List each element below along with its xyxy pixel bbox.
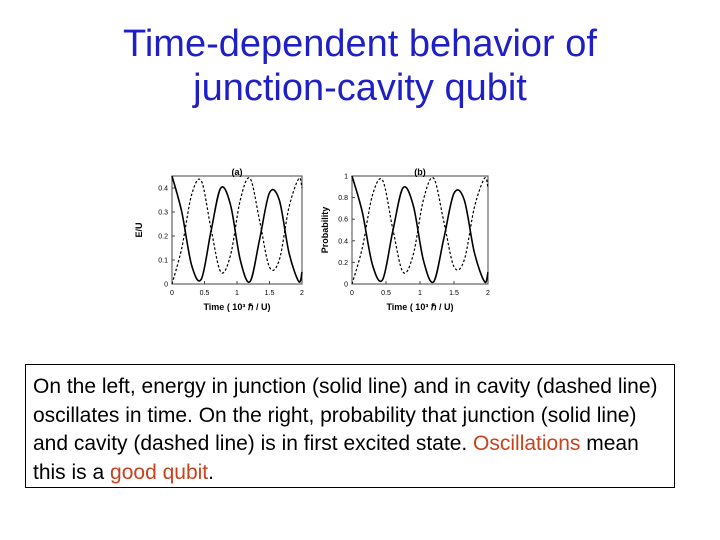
x-axis-label-b: Time ( 10³ ℏ / U) [386, 302, 454, 312]
series-line-solid-a [172, 176, 302, 282]
y-tick-label-b: 0.6 [338, 216, 348, 224]
plot-frame-a [172, 176, 302, 284]
caption-highlight-good-qubit: good qubit [110, 460, 209, 484]
y-tick-label-a: 0 [164, 281, 168, 289]
y-tick-label-a: 0.1 [158, 257, 168, 265]
x-tick-label-a: 2 [300, 290, 304, 297]
y-tick-label-b: 0 [344, 281, 348, 289]
x-tick-label-b: 0 [350, 290, 354, 297]
caption-text-3: . [208, 460, 214, 484]
slide-title [0, 22, 720, 110]
x-tick-label-a: 1.5 [264, 290, 275, 297]
x-tick-label-b: 2 [486, 290, 490, 297]
y-tick-label-b: 0.8 [338, 195, 348, 203]
x-tick-label-a: 0 [170, 290, 174, 297]
plot-frame-b [352, 176, 488, 284]
y-axis-label-a: E/U [134, 222, 144, 238]
y-tick-label-a: 0.2 [158, 233, 168, 241]
y-tick-label-b: 1 [344, 173, 348, 181]
y-tick-label-b: 0.4 [338, 238, 348, 246]
y-axis-label-b: Probability [320, 206, 330, 254]
title-line-2: junction-cavity qubit [193, 67, 527, 109]
x-axis-label-a: Time ( 10³ ℏ / U) [203, 302, 271, 312]
x-tick-label-b: 0.5 [381, 290, 391, 297]
x-tick-label-b: 1.5 [449, 290, 459, 297]
figure-svg [130, 168, 510, 328]
caption-box [25, 364, 675, 488]
x-tick-label-b: 1 [418, 290, 422, 297]
panel-title-a: (a) [231, 168, 243, 177]
x-tick-label-a: 0.5 [199, 290, 210, 297]
y-tick-label-b: 0.2 [338, 259, 348, 267]
figure-panels [130, 168, 510, 328]
series-line-dashed-b [352, 178, 488, 284]
y-tick-label-a: 0.4 [158, 185, 168, 193]
panel-title-b: (b) [414, 168, 426, 177]
series-line-dashed-a [172, 178, 302, 284]
caption-highlight-oscillations: Oscillations [473, 432, 581, 455]
caption-text-2: mean this is a [33, 432, 639, 484]
title-line-1: Time-dependent behavior of [123, 23, 597, 65]
caption-text-1: On the left, energy in junction (solid line) and in cavity (dashed line) oscillates in time. On the right, probability that junction (solid line) and cavity (dashed line) is in first excited state. [33, 375, 658, 455]
series-line-solid-b [352, 176, 488, 282]
x-tick-label-a: 1 [235, 290, 239, 297]
y-tick-label-a: 0.3 [158, 209, 168, 217]
